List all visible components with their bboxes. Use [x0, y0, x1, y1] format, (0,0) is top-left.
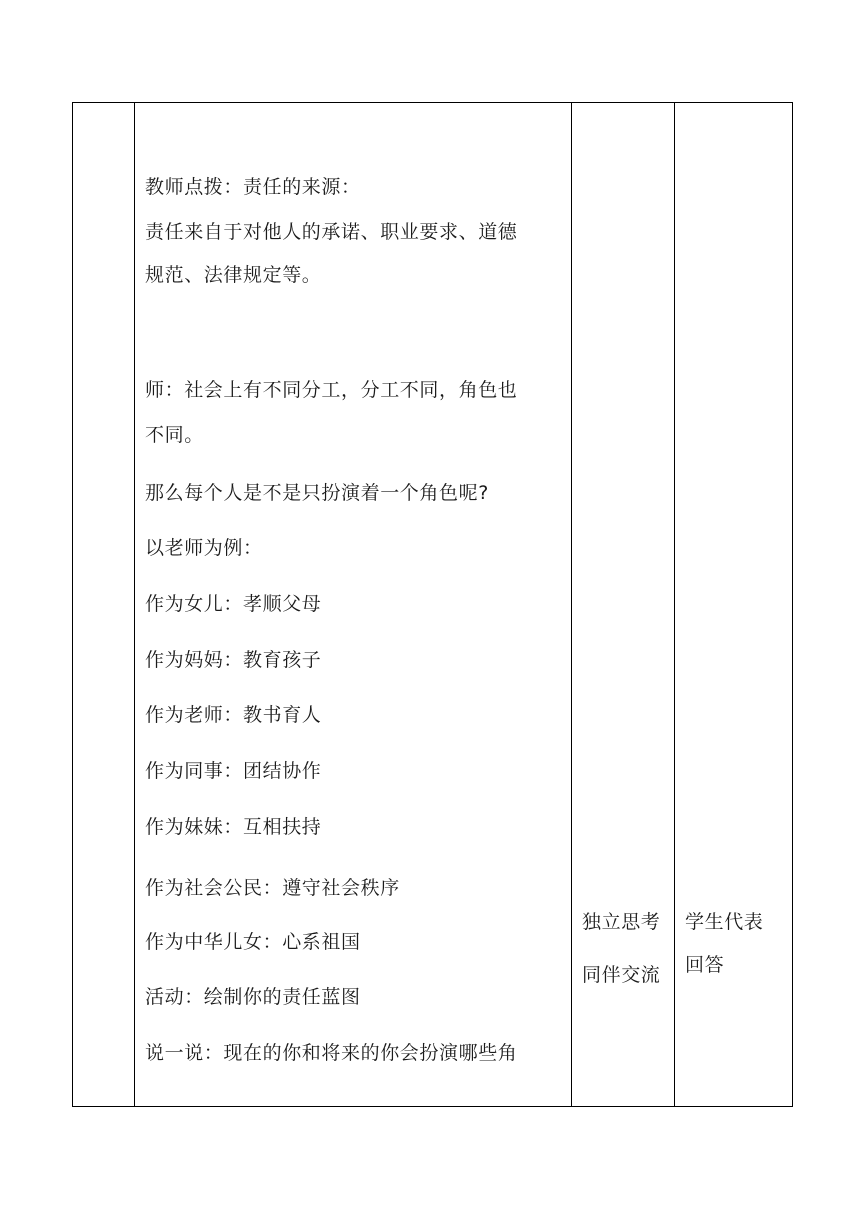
content-line-13: 作为社会公民：遵守社会秩序 [145, 877, 400, 899]
content-line-5: 不同。 [145, 424, 204, 446]
table-row [73, 103, 793, 1107]
content-line-6: 那么每个人是不是只扮演着一个角色呢? [145, 482, 489, 504]
content-line-11: 作为同事：团结协作 [145, 760, 322, 782]
lesson-plan-table [72, 102, 793, 1107]
student-activity-line-1: 独立思考 [582, 911, 661, 933]
content-line-12: 作为妹妹：互相扶持 [145, 816, 322, 838]
design-intent-line-2: 回答 [685, 954, 725, 976]
content-line-4: 师：社会上有不同分工，分工不同，角色也 [145, 379, 518, 401]
content-line-9: 作为妈妈：教育孩子 [145, 649, 322, 671]
design-intent-cell [675, 103, 793, 1107]
student-activity-line-2: 同伴交流 [582, 964, 661, 986]
content-line-1: 教师点拨：责任的来源： [145, 176, 361, 198]
content-line-10: 作为老师：教书育人 [145, 704, 322, 726]
content-line-2: 责任来自于对他人的承诺、职业要求、道德 [145, 221, 518, 243]
content-line-15: 活动：绘制你的责任蓝图 [145, 986, 361, 1008]
student-activity-cell [572, 103, 675, 1107]
stage-cell [73, 103, 135, 1107]
content-line-16: 说一说：现在的你和将来的你会扮演哪些角 [145, 1042, 518, 1064]
content-line-7: 以老师为例： [145, 537, 263, 559]
content-line-8: 作为女儿：孝顺父母 [145, 593, 322, 615]
content-line-3: 规范、法律规定等。 [145, 264, 322, 286]
content-line-14: 作为中华儿女：心系祖国 [145, 931, 361, 953]
design-intent-line-1: 学生代表 [685, 911, 764, 933]
teaching-content-cell [135, 103, 572, 1107]
